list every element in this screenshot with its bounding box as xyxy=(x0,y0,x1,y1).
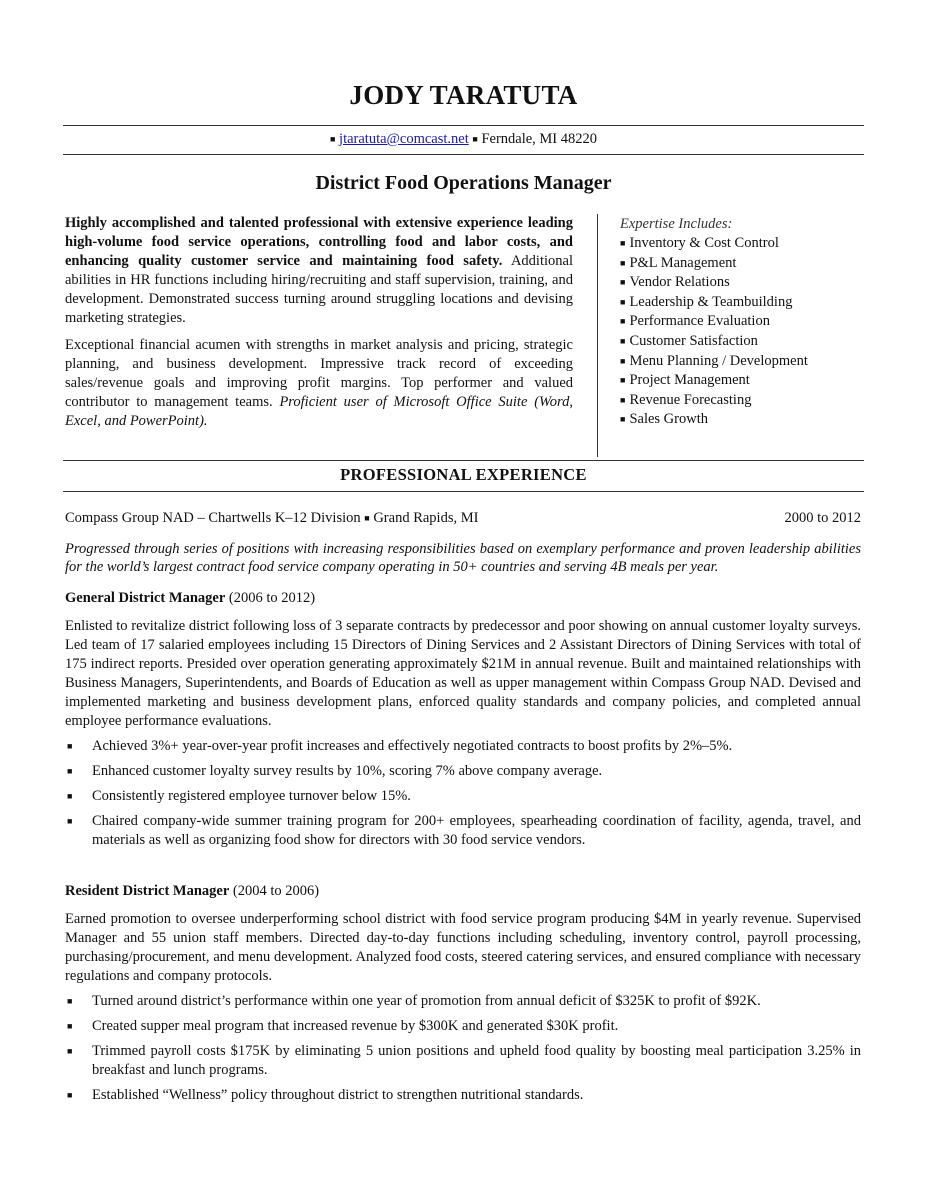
achievement-text: Established “Wellness” policy throughout district to strengthen nutritional standards. xyxy=(92,1087,584,1103)
expertise-item-label: Menu Planning / Development xyxy=(629,352,808,369)
role-description: Earned promotion to oversee underperforming school district with food service program producing $4M in yearly revenue. Supervised Manager and 55 union staff members. Directed day-to-day functions including scheduling, inventory control, payroll processing, purchasing/procurement, and menu development. Analyzed food costs, steered catering services, and ensured compliance with necessary regulations and company protocols. xyxy=(65,911,861,984)
achievement-list xyxy=(65,737,861,850)
achievement-list xyxy=(65,992,861,1105)
employment-dates: 2000 to 2012 xyxy=(784,510,861,526)
achievement-item xyxy=(65,992,861,1011)
expertise-item-label: Inventory & Cost Control xyxy=(629,235,779,251)
role-period: (2004 to 2006) xyxy=(232,883,320,899)
column-divider xyxy=(597,214,598,457)
bullet-square-icon: ■ xyxy=(620,316,626,327)
employer-line xyxy=(65,508,861,528)
bullet-square-icon: ■ xyxy=(620,296,626,307)
summary-p2-italic: Proficient user of Microsoft Office Suite (Word, Excel, and PowerPoint). xyxy=(65,394,574,429)
achievement-text: Turned around district’s performance within one year of promotion from annual deficit of $325K to profit of $92K. xyxy=(92,993,761,1009)
expertise-item xyxy=(620,273,860,293)
expertise-item-label: Performance Evaluation xyxy=(629,313,770,330)
section-heading: PROFESSIONAL EXPERIENCE xyxy=(340,465,587,484)
bullet-square-icon: ■ xyxy=(620,375,626,386)
bullet-square-icon: ■ xyxy=(67,996,73,1006)
achievement-item xyxy=(65,762,861,781)
expertise-item xyxy=(620,254,860,274)
summary-paragraph-2 xyxy=(65,336,573,431)
achievement-item xyxy=(65,1042,861,1080)
location: Ferndale, MI 48220 xyxy=(481,131,598,147)
bullet-square-icon: ■ xyxy=(67,1090,73,1100)
bullet-square-icon: ■ xyxy=(620,335,626,346)
role-title: Resident District Manager xyxy=(65,883,230,899)
email-link[interactable]: jtaratuta@comcast.net xyxy=(339,131,469,147)
summary-p2-plain: Exceptional financial acumen with strengths in market analysis and pricing, strategic planning, and business development. Impressive track record of exceeding sales/revenue goals and improving profit margins. Top performer and valued contributor to management teams. xyxy=(65,337,573,410)
role-title: General District Manager xyxy=(65,590,226,606)
bullet-square-icon: ■ xyxy=(472,134,478,144)
expertise-item xyxy=(620,410,860,430)
expertise-item xyxy=(620,371,860,391)
bullet-square-icon: ■ xyxy=(67,766,73,776)
bullet-square-icon: ■ xyxy=(620,355,626,366)
achievement-text: Chaired company-wide summer training program for 200+ employees, spearheading coordination of facility, agenda, travel, and materials as well as organizing food show for directors with 30 food service vendors. xyxy=(92,813,861,848)
job-entry-role-2 xyxy=(65,881,861,1111)
expertise-item-label: Sales Growth xyxy=(629,411,708,428)
bullet-square-icon: ■ xyxy=(620,394,626,405)
achievement-text: Achieved 3%+ year-over-year profit increases and effectively negotiated contracts to boost profits by 2%–5%. xyxy=(92,738,733,754)
summary-p1-rest: Additional abilities in HR functions including hiring/recruiting and staff supervision, training, and development. Demonstrated success turning around struggling locations and devising marketing strategies. xyxy=(65,253,573,326)
expertise-item xyxy=(620,312,860,332)
expertise-item xyxy=(620,332,860,352)
expertise-heading: Expertise Includes: xyxy=(620,216,733,232)
section-rule-bottom xyxy=(63,491,864,492)
achievement-item xyxy=(65,1086,861,1105)
achievement-item xyxy=(65,812,861,850)
header-rule-top xyxy=(63,125,864,126)
bullet-square-icon: ■ xyxy=(620,414,626,425)
bullet-square-icon: ■ xyxy=(620,238,626,248)
header-rule-bottom xyxy=(63,154,864,155)
job-entry xyxy=(65,508,861,856)
role-heading xyxy=(65,588,861,608)
achievement-text: Enhanced customer loyalty survey results by 10%, scoring 7% above company average. xyxy=(92,763,603,779)
employer-location: Grand Rapids, MI xyxy=(373,510,479,526)
achievement-item xyxy=(65,737,861,756)
role-period: (2006 to 2012) xyxy=(228,590,316,606)
bullet-square-icon: ■ xyxy=(67,816,73,826)
summary-lead-bold: Highly accomplished and talented professional with extensive experience leading high-volume food service operations, controlling food and labor costs, and enhancing quality customer service and maintaining food safety. xyxy=(65,215,573,269)
expertise-item-label: Customer Satisfaction xyxy=(629,332,758,349)
role-description: Enlisted to revitalize district following loss of 3 separate contracts by predecessor and poor showing on annual customer loyalty surveys. Led team of 17 salaried employees including 15 Directors of Dining Services and 2 Assistant Directors of Dining Services with total of 175 indirect reports. Presided over operation generating approximately $21M in annual revenue. Built and maintained relationships with Business Managers, Superintendents, and Boards of Education as well as upper management within Compass Group NAD. Devised and implemented marketing and business development plans, enforced quality standards and company policies, and completed annual employee performance evaluations. xyxy=(65,618,861,729)
bullet-square-icon: ■ xyxy=(364,513,370,523)
section-rule-top xyxy=(63,460,864,461)
summary-section xyxy=(65,214,573,439)
expertise-list xyxy=(620,214,860,430)
candidate-name: JODY TARATUTA xyxy=(349,80,578,110)
expertise-item xyxy=(620,352,860,372)
contact-line xyxy=(0,131,927,148)
expertise-item xyxy=(620,234,860,254)
achievement-text: Trimmed payroll costs $175K by eliminating 5 union positions and upheld food quality by boosting meal participation 3.25% in breakfast and lunch programs. xyxy=(92,1043,861,1078)
bullet-square-icon: ■ xyxy=(67,1046,73,1056)
bullet-square-icon: ■ xyxy=(67,791,73,801)
achievement-item xyxy=(65,787,861,806)
bullet-square-icon: ■ xyxy=(329,134,336,144)
expertise-item-label: Leadership & Teambuilding xyxy=(629,293,793,310)
expertise-item-label: P&L Management xyxy=(629,254,737,271)
expertise-item-label: Revenue Forecasting xyxy=(629,391,752,408)
bullet-square-icon: ■ xyxy=(620,257,626,268)
achievement-item xyxy=(65,1017,861,1036)
expertise-item-label: Project Management xyxy=(629,372,750,389)
summary-paragraph-1 xyxy=(65,214,573,328)
headline-title: District Food Operations Manager xyxy=(315,172,612,194)
achievement-text: Created supper meal program that increased revenue by $300K and generated $30K profit. xyxy=(92,1018,619,1034)
expertise-item xyxy=(620,391,860,411)
bullet-square-icon: ■ xyxy=(67,741,73,751)
expertise-item xyxy=(620,293,860,313)
employer-intro: Progressed through series of positions with increasing responsibilities based on exemplary performance and proven leadership abilities for the world’s largest contract food service company operating in 50+ countries and serving 4B meals per year. xyxy=(65,541,861,575)
bullet-square-icon: ■ xyxy=(67,1021,73,1031)
employer xyxy=(65,508,478,528)
achievement-text: Consistently registered employee turnover below 15%. xyxy=(92,788,411,804)
employer-name: Compass Group NAD – Chartwells K–12 Division xyxy=(65,510,361,526)
expertise-item-label: Vendor Relations xyxy=(629,274,730,291)
role-heading xyxy=(65,881,861,901)
bullet-square-icon: ■ xyxy=(620,277,626,288)
